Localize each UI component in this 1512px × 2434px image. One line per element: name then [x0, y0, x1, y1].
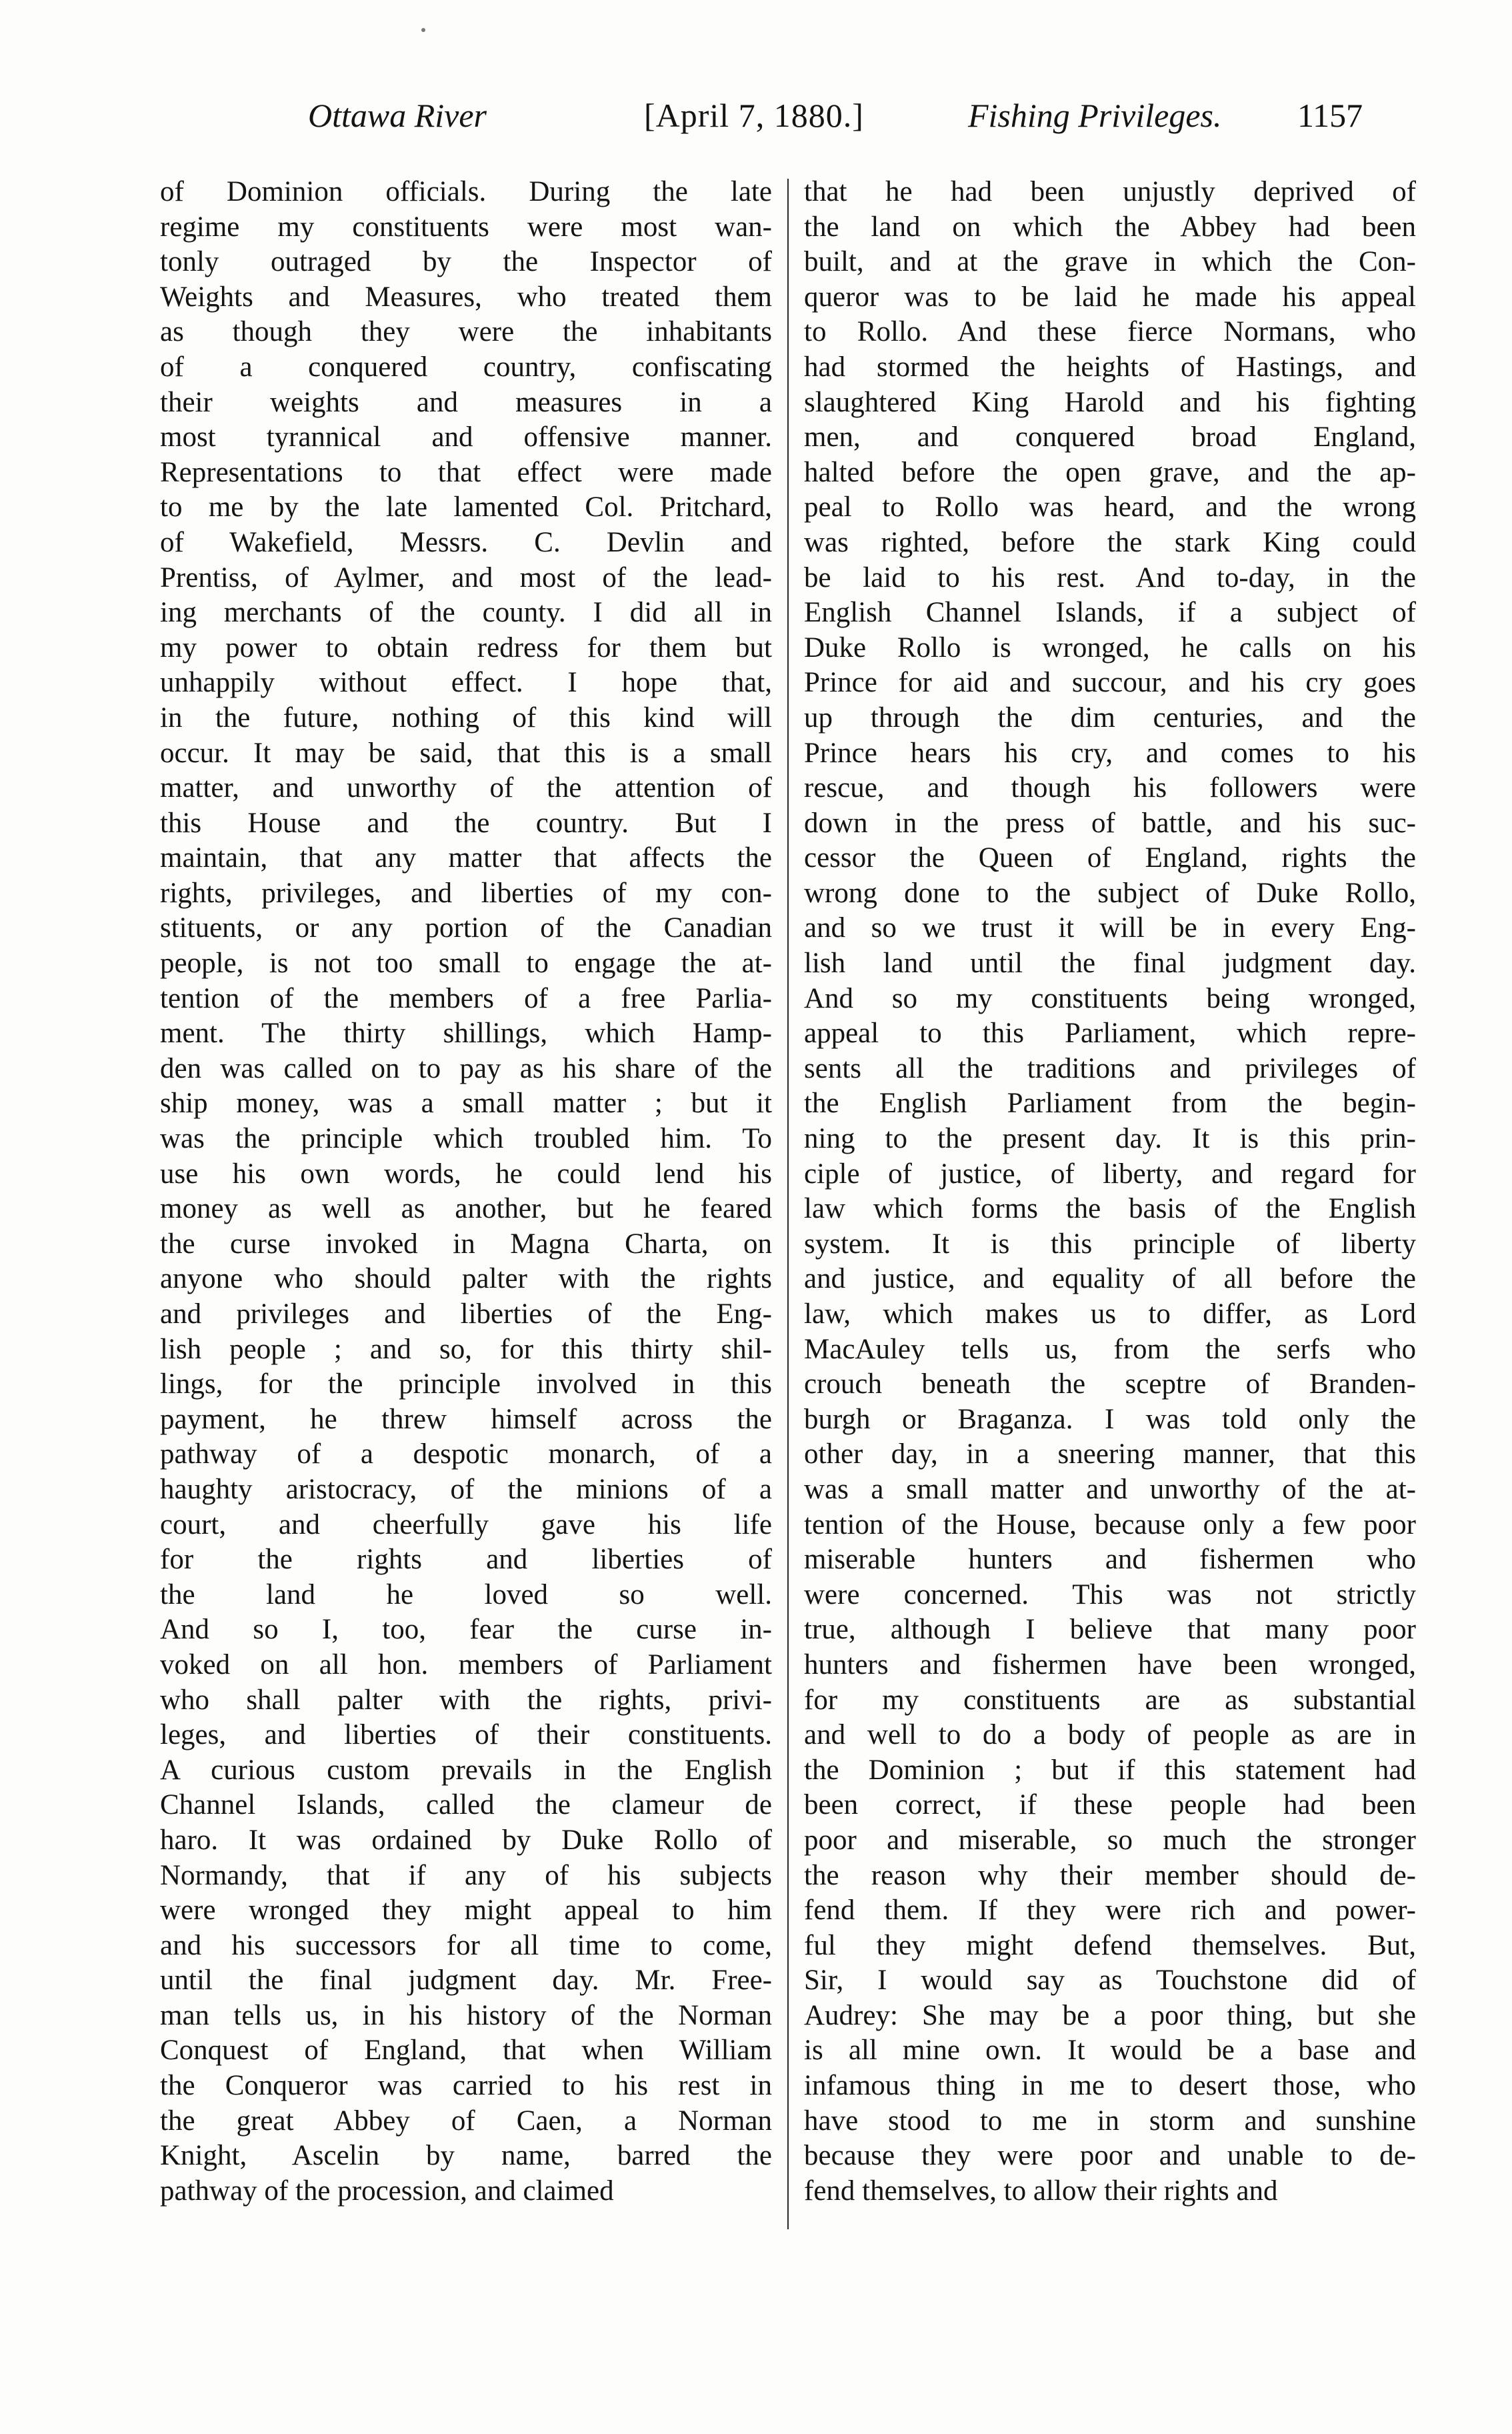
text-line: rights, privileges, and liberties of my con-	[160, 877, 772, 909]
text-line: and justice, and equality of all before the	[804, 1263, 1416, 1295]
text-line: wrong done to the subject of Duke Rollo,	[804, 877, 1416, 909]
text-line: stituents, or any portion of the Canadian	[160, 912, 772, 944]
text-line: tonly outraged by the Inspector of	[160, 246, 772, 278]
text-line: other day, in a sneering manner, that this	[804, 1438, 1416, 1470]
text-line: Audrey: She may be a poor thing, but she	[804, 1999, 1416, 2031]
text-line: pathway of the procession, and claimed	[160, 2175, 614, 2207]
text-line: for the rights and liberties of	[160, 1544, 772, 1576]
text-line: halted before the open grave, and the ap-	[804, 456, 1416, 488]
text-line: of a conquered country, confiscating	[160, 351, 772, 383]
text-line: law which forms the basis of the English	[804, 1193, 1416, 1225]
text-line: appeal to this Parliament, which repre-	[804, 1018, 1416, 1050]
text-line: Knight, Ascelin by name, barred the	[160, 2140, 772, 2172]
text-line: ciple of justice, of liberty, and regard for	[804, 1158, 1416, 1190]
text-line: pathway of a despotic monarch, of a	[160, 1438, 772, 1470]
text-line: ship money, was a small matter ; but it	[160, 1088, 772, 1120]
text-line: And so my constituents being wronged,	[804, 982, 1416, 1014]
text-line: haro. It was ordained by Duke Rollo of	[160, 1824, 772, 1856]
text-line: system. It is this principle of liberty	[804, 1228, 1416, 1260]
text-line: men, and conquered broad England,	[804, 421, 1416, 453]
text-line: were concerned. This was not strictly	[804, 1578, 1416, 1610]
text-line: law, which makes us to differ, as Lord	[804, 1298, 1416, 1330]
text-line: ment. The thirty shillings, which Hamp-	[160, 1018, 772, 1050]
text-line: be laid to his rest. And to-day, in the	[804, 561, 1416, 593]
text-line: tention of the members of a free Parlia-	[160, 982, 772, 1014]
text-line: my power to obtain redress for them but	[160, 632, 772, 664]
text-line: voked on all hon. members of Parliament	[160, 1648, 772, 1680]
text-line: Prince hears his cry, and comes to his	[804, 737, 1416, 769]
text-line: matter, and unworthy of the attention of	[160, 772, 772, 804]
text-line: the Dominion ; but if this statement had	[804, 1754, 1416, 1786]
text-line: burgh or Braganza. I was told only the	[804, 1403, 1416, 1435]
text-line: was the principle which troubled him. To	[160, 1123, 772, 1155]
text-line: most tyrannical and offensive manner.	[160, 421, 772, 453]
text-line: fend them. If they were rich and power-	[804, 1895, 1416, 1927]
text-line: and his successors for all time to come,	[160, 1929, 772, 1961]
text-line: until the final judgment day. Mr. Free-	[160, 1965, 772, 1997]
text-line: up through the dim centuries, and the	[804, 702, 1416, 734]
text-line: Conquest of England, that when William	[160, 2035, 772, 2067]
text-line: of Dominion officials. During the late	[160, 176, 772, 207]
text-line: tention of the House, because only a few poor	[804, 1508, 1416, 1540]
text-line: and privileges and liberties of the Eng-	[160, 1298, 772, 1330]
text-line: peal to Rollo was heard, and the wrong	[804, 491, 1416, 523]
text-line: Duke Rollo is wronged, he calls on his	[804, 632, 1416, 664]
text-line: ning to the present day. It is this prin-	[804, 1123, 1416, 1155]
text-line: Sir, I would say as Touchstone did of	[804, 1965, 1416, 1997]
text-line: this House and the country. But I	[160, 807, 772, 839]
text-line: been correct, if these people had been	[804, 1789, 1416, 1821]
text-line: because they were poor and unable to de-	[804, 2140, 1416, 2172]
text-line: ing merchants of the county. I did all in	[160, 597, 772, 629]
text-line: Prince for aid and succour, and his cry goes	[804, 667, 1416, 699]
running-header	[153, 92, 1413, 139]
text-line: the Conqueror was carried to his rest in	[160, 2070, 772, 2102]
text-line: Weights and Measures, who treated them	[160, 281, 772, 313]
text-line: lings, for the principle involved in this	[160, 1368, 772, 1400]
text-line: A curious custom prevails in the English	[160, 1754, 772, 1786]
text-line: And so I, too, fear the curse in-	[160, 1614, 772, 1646]
text-line: use his own words, he could lend his	[160, 1158, 772, 1190]
text-line: rescue, and though his followers were	[804, 772, 1416, 804]
text-line: the land he loved so well.	[160, 1578, 772, 1610]
text-line: leges, and liberties of their constituents.	[160, 1719, 772, 1751]
text-line: was a small matter and unworthy of the at-	[804, 1473, 1416, 1505]
text-line: ful they might defend themselves. But,	[804, 1929, 1416, 1961]
text-line: have stood to me in storm and sunshine	[804, 2105, 1416, 2137]
text-line: the reason why their member should de-	[804, 1859, 1416, 1891]
text-line: hunters and fishermen have been wronged,	[804, 1648, 1416, 1680]
text-line: that he had been unjustly deprived of	[804, 176, 1416, 207]
text-line: maintain, that any matter that affects the	[160, 842, 772, 874]
text-line: Representations to that effect were made	[160, 456, 772, 488]
text-line: queror was to be laid he made his appeal	[804, 281, 1416, 313]
text-line: Normandy, that if any of his subjects	[160, 1859, 772, 1891]
text-line: the curse invoked in Magna Charta, on	[160, 1228, 772, 1260]
right-text-column	[804, 175, 1416, 2209]
text-line: MacAuley tells us, from the serfs who	[804, 1333, 1416, 1365]
text-line: who shall palter with the rights, privi-	[160, 1684, 772, 1716]
text-line: infamous thing in me to desert those, who	[804, 2070, 1416, 2102]
text-line: man tells us, in his history of the Norman	[160, 1999, 772, 2031]
text-line: as though they were the inhabitants	[160, 316, 772, 348]
text-line: crouch beneath the sceptre of Branden-	[804, 1368, 1416, 1400]
text-line: fend themselves, to allow their rights and	[804, 2175, 1278, 2207]
text-line: had stormed the heights of Hastings, and	[804, 351, 1416, 383]
header-left-title: Ottawa River	[308, 97, 487, 134]
text-line: were wronged they might appeal to him	[160, 1895, 772, 1927]
text-line: anyone who should palter with the rights	[160, 1263, 772, 1295]
text-line: to Rollo. And these fierce Normans, who	[804, 316, 1416, 348]
text-line: haughty aristocracy, of the minions of a	[160, 1473, 772, 1505]
text-line: is all mine own. It would be a base and	[804, 2035, 1416, 2067]
left-text-column	[160, 175, 772, 2209]
text-line: the English Parliament from the begin-	[804, 1088, 1416, 1120]
text-line: lish people ; and so, for this thirty shil-	[160, 1333, 772, 1365]
page-number: 1157	[1297, 97, 1363, 134]
text-line: down in the press of battle, and his suc-	[804, 807, 1416, 839]
text-line: cessor the Queen of England, rights the	[804, 842, 1416, 874]
text-line: the land on which the Abbey had been	[804, 211, 1416, 243]
text-line: den was called on to pay as his share of the	[160, 1052, 772, 1084]
text-line: payment, he threw himself across the	[160, 1403, 772, 1435]
text-line: in the future, nothing of this kind will	[160, 702, 772, 734]
text-line: was righted, before the stark King could	[804, 526, 1416, 558]
print-speck	[421, 28, 425, 32]
text-line: lish land until the final judgment day.	[804, 948, 1416, 980]
text-line: true, although I believe that many poor	[804, 1614, 1416, 1646]
text-line: English Channel Islands, if a subject of	[804, 597, 1416, 629]
text-line: for my constituents are as substantial	[804, 1684, 1416, 1716]
text-line: of Wakefield, Messrs. C. Devlin and	[160, 526, 772, 558]
text-line: occur. It may be said, that this is a small	[160, 737, 772, 769]
text-line: and well to do a body of people as are in	[804, 1719, 1416, 1751]
text-line: sents all the traditions and privileges of	[804, 1052, 1416, 1084]
text-line: the great Abbey of Caen, a Norman	[160, 2105, 772, 2137]
text-line: money as well as another, but he feared	[160, 1193, 772, 1225]
text-line: and so we trust it will be in every Eng-	[804, 912, 1416, 944]
header-right-title: Fishing Privileges.	[968, 97, 1222, 134]
text-line: their weights and measures in a	[160, 386, 772, 418]
text-line: built, and at the grave in which the Con-	[804, 246, 1416, 278]
text-line: unhappily without effect. I hope that,	[160, 667, 772, 699]
header-date: [April 7, 1880.]	[644, 97, 864, 134]
text-line: regime my constituents were most wan-	[160, 211, 772, 243]
text-line: to me by the late lamented Col. Pritchard,	[160, 491, 772, 523]
text-line: poor and miserable, so much the stronger	[804, 1824, 1416, 1856]
text-line: people, is not too small to engage the at-	[160, 948, 772, 980]
text-line: miserable hunters and fishermen who	[804, 1544, 1416, 1576]
text-line: slaughtered King Harold and his fighting	[804, 386, 1416, 418]
text-line: Prentiss, of Aylmer, and most of the lead-	[160, 561, 772, 593]
column-divider	[787, 179, 789, 2229]
text-line: court, and cheerfully gave his life	[160, 1508, 772, 1540]
text-line: Channel Islands, called the clameur de	[160, 1789, 772, 1821]
